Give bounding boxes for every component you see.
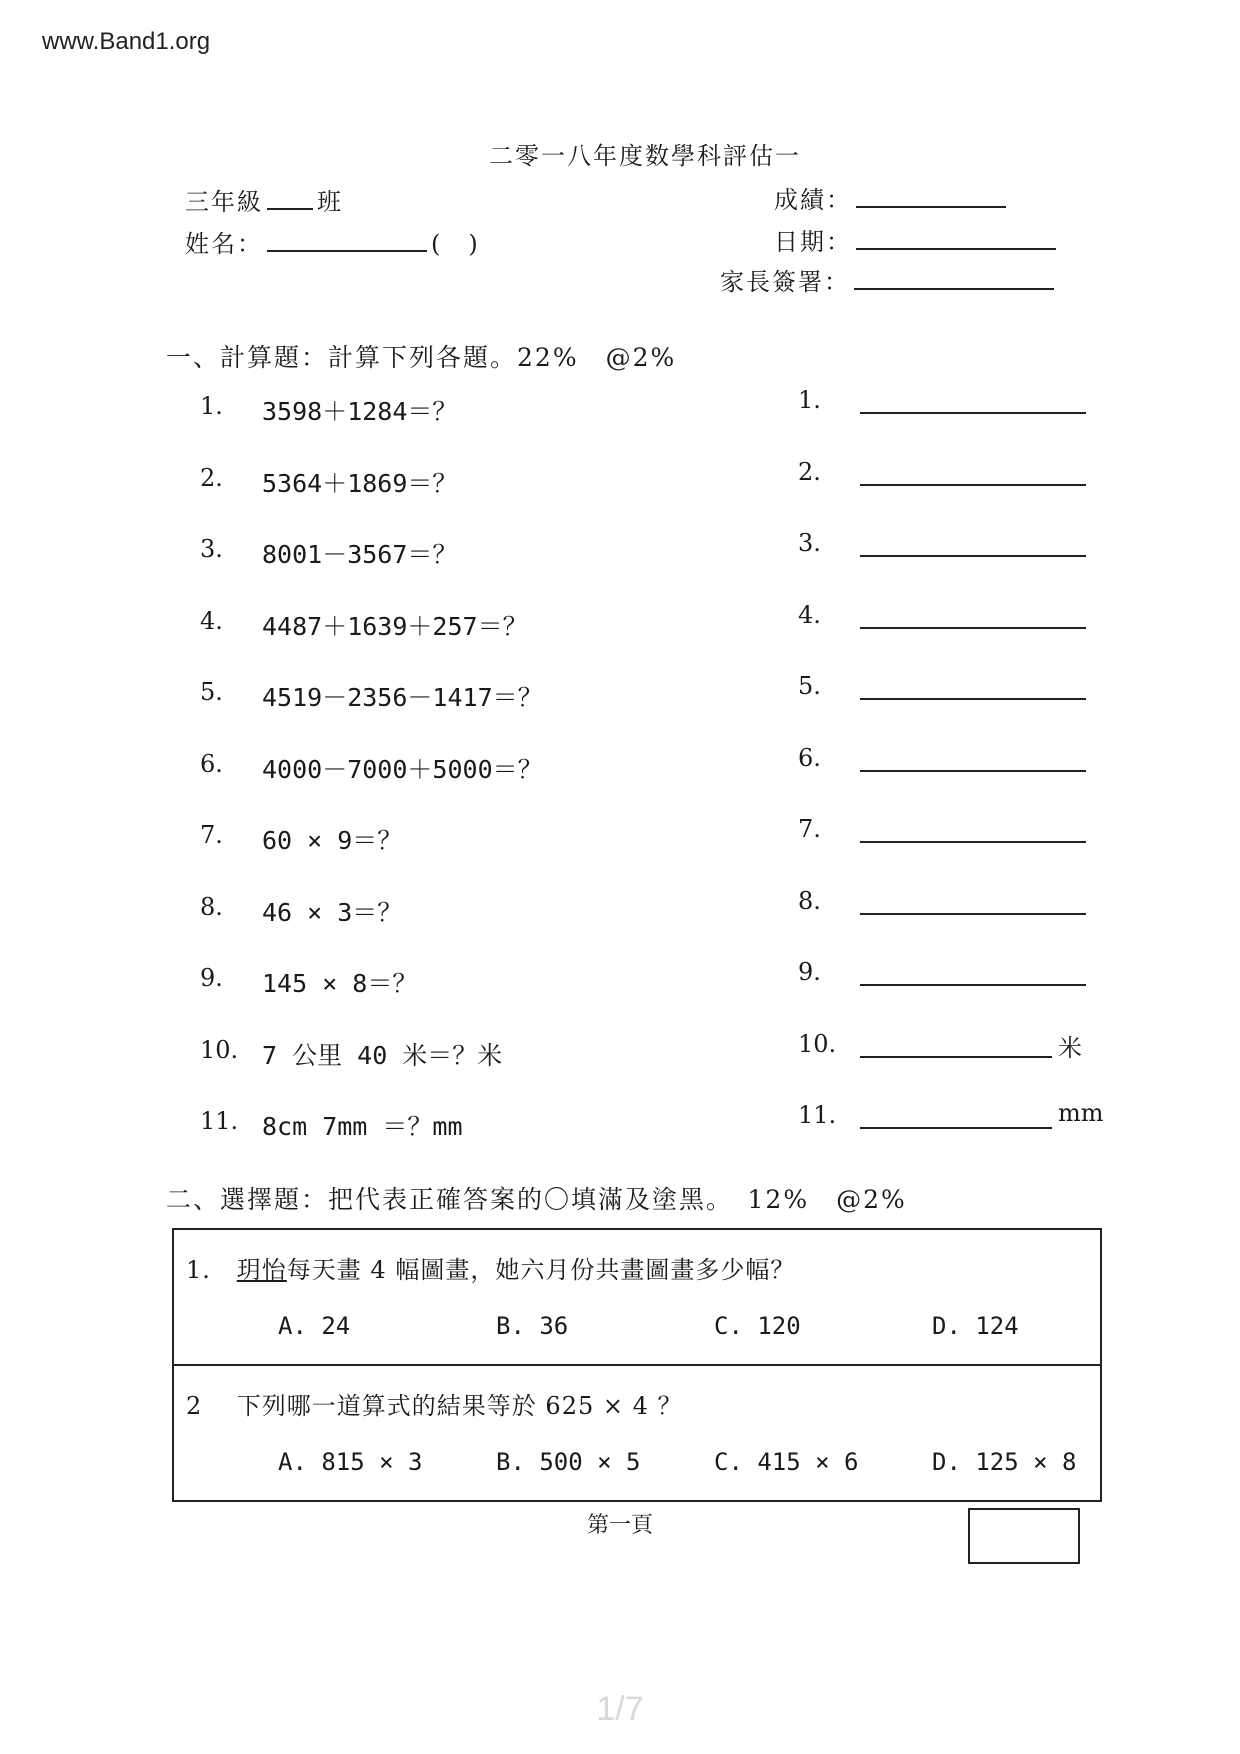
date-line: [774, 222, 1060, 257]
parent-sign-label: 家長簽署：: [720, 268, 850, 296]
question-number: 7.: [200, 821, 223, 849]
answer-blank[interactable]: [860, 553, 1086, 557]
question-number: 4.: [200, 607, 223, 635]
question-number: 6.: [200, 750, 223, 778]
mc-option-a[interactable]: A. 815 × 3: [278, 1448, 423, 1476]
mc-number: 1.: [186, 1256, 211, 1284]
answer-number: 8.: [798, 887, 821, 915]
answer-blank[interactable]: [860, 625, 1086, 629]
site-url[interactable]: www.Band1.org: [42, 28, 211, 55]
question-text: 4000－7000＋5000＝？: [262, 755, 543, 784]
parent-sign-line: [720, 262, 1058, 297]
question-number: 2.: [200, 464, 223, 492]
mc-question-body: 下列哪一道算式的結果等於 625 × 4 ？: [236, 1392, 683, 1420]
answer-blank[interactable]: [860, 982, 1086, 986]
class-suffix: 班: [317, 188, 343, 216]
question-number: 1.: [200, 392, 223, 420]
score-line: [774, 180, 1010, 215]
score-label: 成績：: [774, 186, 852, 214]
mc-number: 2: [186, 1392, 203, 1420]
answer-unit: 米: [1058, 1034, 1082, 1062]
answer-blank[interactable]: [860, 911, 1086, 915]
question-text: 8cm 7mm ＝？mm: [262, 1112, 463, 1141]
answer-blank[interactable]: [860, 839, 1086, 843]
question-number: 5.: [200, 678, 223, 706]
answer-blank[interactable]: [860, 696, 1086, 700]
answer-blank[interactable]: [860, 1125, 1052, 1129]
question-number: 10.: [200, 1036, 239, 1064]
class-blank[interactable]: [267, 204, 313, 210]
mc-question-body: 每天畫 4 幅圖畫，她六月份共畫圖畫多少幅？: [286, 1256, 796, 1284]
section-1-heading: 一、計算題：計算下列各題。22% @2%: [166, 343, 677, 372]
name-line: [185, 224, 480, 259]
question-number: 11.: [200, 1107, 239, 1135]
answer-number: 5.: [798, 672, 821, 700]
question-text: 145 × 8＝？: [262, 969, 418, 998]
answer-number: 7.: [798, 815, 821, 843]
mc-option-c[interactable]: C. 415 × 6: [714, 1448, 859, 1476]
question-number: 3.: [200, 535, 223, 563]
student-name: 玥怡: [236, 1256, 287, 1284]
question-text: 8001－3567＝？: [262, 540, 458, 569]
name-label: 姓名：: [185, 230, 263, 258]
mc-option-a[interactable]: A. 24: [278, 1312, 351, 1340]
mc-question-1: [174, 1230, 1100, 1364]
answer-blank[interactable]: [860, 482, 1086, 486]
question-number: 8.: [200, 893, 223, 921]
page-footer-label: 第一頁: [586, 1513, 653, 1538]
answer-number: 11.: [798, 1101, 837, 1129]
answer-number: 1.: [798, 386, 821, 414]
question-text: 4519－2356－1417＝？: [262, 683, 543, 712]
question-text: 60 × 9＝？: [262, 826, 403, 855]
date-label: 日期：: [774, 228, 852, 256]
answer-number: 4.: [798, 601, 821, 629]
multiple-choice-box: [172, 1228, 1102, 1502]
mc-question-text: [186, 1250, 795, 1285]
answer-number: 2.: [798, 458, 821, 486]
question-text: 46 × 3＝？: [262, 898, 403, 927]
mc-option-b[interactable]: B. 500 × 5: [496, 1448, 641, 1476]
question-number: 9.: [200, 964, 223, 992]
page-score-box[interactable]: [968, 1508, 1080, 1564]
answer-number: 9.: [798, 958, 821, 986]
class-number-paren: ( ): [431, 230, 480, 258]
answer-number: 6.: [798, 744, 821, 772]
answer-unit: mm: [1058, 1099, 1104, 1127]
section-2-heading: 二、選擇題：把代表正確答案的〇填滿及塗黑。 12% @2%: [166, 1185, 907, 1214]
mc-option-b[interactable]: B. 36: [496, 1312, 569, 1340]
grade-label: 三年級: [185, 188, 263, 216]
score-blank[interactable]: [856, 202, 1006, 208]
mc-question-2: [174, 1364, 1100, 1502]
question-text: 4487＋1639＋257＝？: [262, 612, 528, 641]
question-text: 7 公里 40 米＝？米: [262, 1041, 503, 1070]
mc-option-d[interactable]: D. 124: [932, 1312, 1019, 1340]
question-text: 3598＋1284＝？: [262, 397, 458, 426]
answer-blank[interactable]: [860, 1054, 1052, 1058]
mc-option-d[interactable]: D. 125 × 8: [932, 1448, 1077, 1476]
answer-blank[interactable]: [860, 410, 1086, 414]
parent-sign-blank[interactable]: [854, 284, 1054, 290]
answer-number: 10.: [798, 1030, 837, 1058]
mc-question-text: [186, 1386, 683, 1421]
page-title: 二零一八年度数學科評估一: [489, 142, 801, 170]
question-text: 5364＋1869＝？: [262, 469, 458, 498]
name-blank[interactable]: [267, 246, 427, 252]
mc-option-c[interactable]: C. 120: [714, 1312, 801, 1340]
date-blank[interactable]: [856, 244, 1056, 250]
answer-blank[interactable]: [860, 768, 1086, 772]
page-indicator: 1/7: [596, 1690, 644, 1728]
grade-line: [185, 182, 343, 217]
answer-number: 3.: [798, 529, 821, 557]
